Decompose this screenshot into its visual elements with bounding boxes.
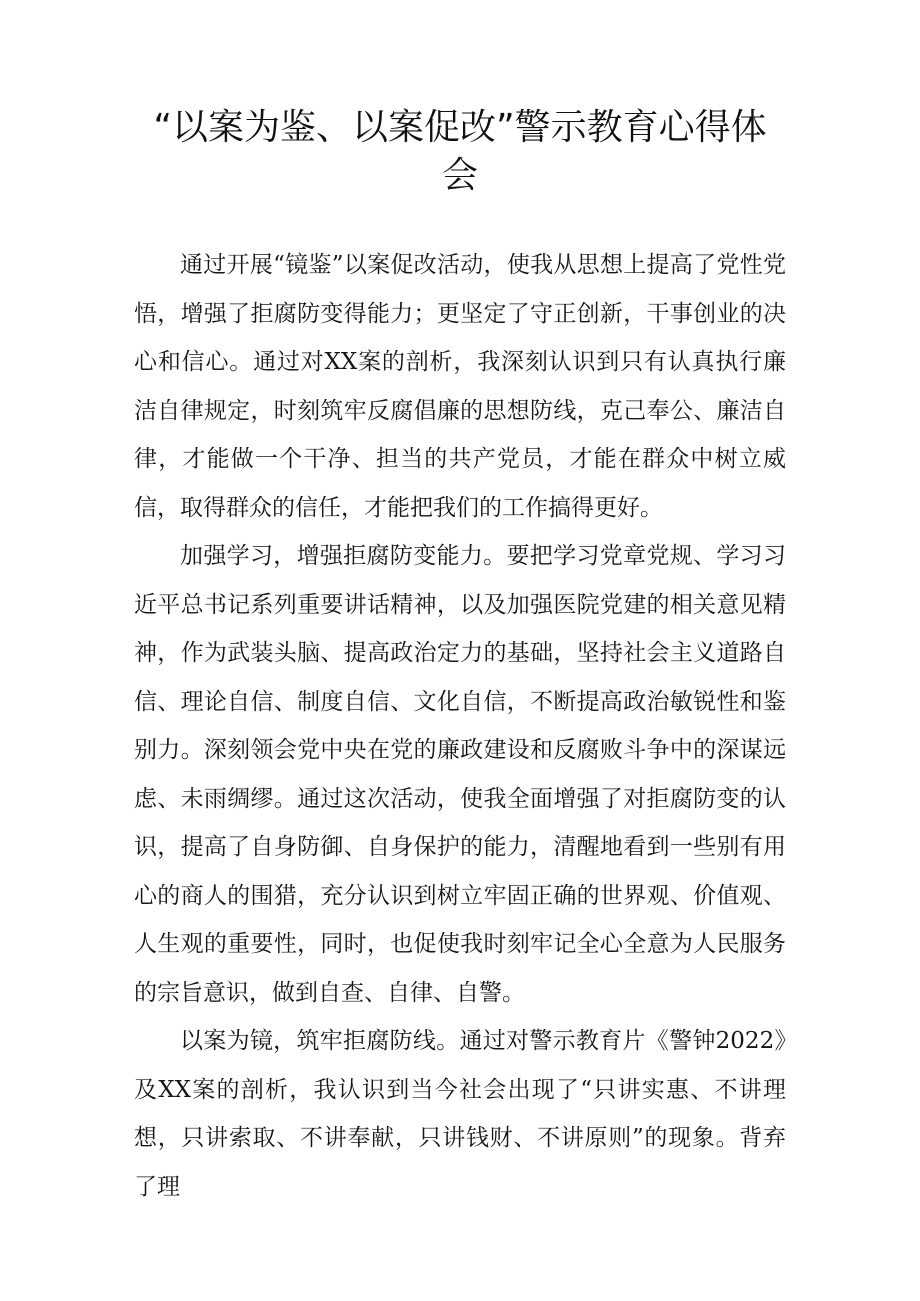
paragraph-2: 加强学习，增强拒腐防变能力。要把学习党章党规、学习习近平总书记系列重要讲话精神，以及加强医院党建的相关意见精神，作为武装头脑、提高政治定力的基础，坚持社会主义道路自信、理论自信、制度自信、文化自信，不断提高政治敏锐性和鉴别力。深刻领会党中央在党的廉政建设和反腐败斗争中的深谋远虑、未雨绸缪。通过这次活动，使我全面增强了对拒腐防变的认识，提高了自身防御、自身保护的能力，清醒地看到一些别有用心的商人的围猎，充分认识到树立牢固正确的世界观、价值观、人生观的重要性，同时，也促使我时刻牢记全心全意为人民服务的宗旨意识，做到自查、自律、自警。 — [134, 543, 786, 1006]
document-title: “以案为鉴、以案促改”警示教育心得体会 — [153, 107, 767, 196]
document-body — [134, 241, 786, 1211]
paragraph-1: 通过开展“镜鉴”以案促改活动，使我从思想上提高了党性党悟，增强了拒腐防变得能力；更坚定了守正创新，干事创业的决心和信心。通过对XX案的剖析，我深刻认识到只有认真执行廉洁自律规定，时刻筑牢反腐倡廉的思想防线，克己奉公、廉洁自律，才能做一个干净、担当的共产党员，才能在群众中树立威信，取得群众的信任，才能把我们的工作搞得更好。 — [134, 252, 786, 521]
paragraph-3: 以案为镜，筑牢拒腐防线。通过对警示教育片《警钟2022》及XX案的剖析，我认识到当今社会出现了“只讲实惠、不讲理想，只讲索取、不讲奉献，只讲钱财、不讲原则”的现象。背弃了理 — [134, 1028, 786, 1200]
